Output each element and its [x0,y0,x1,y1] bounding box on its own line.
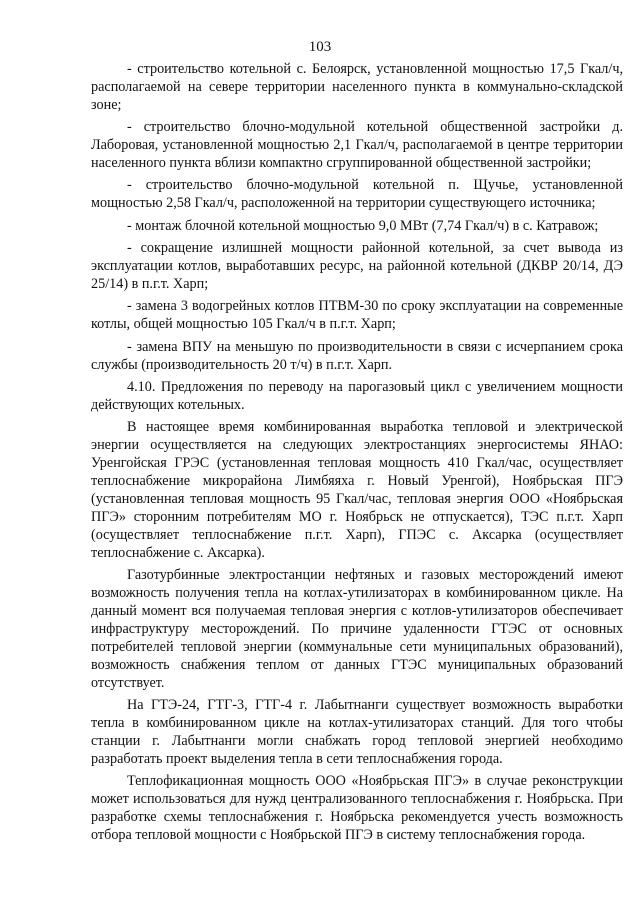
list-item-boiler-shchuchye: - строительство блочно-модульной котельной п. Щучье, установленной мощностью 2,58 Гкал/ч, расположенной на территории существующего источника; [91,177,623,212]
list-item-vpu-replacement-harp: - замена ВПУ на меньшую по производительности в связи с исчерпанием срока службы (производительность 20 т/ч) в п.г.т. Харп. [91,338,623,373]
paragraph-labytnangi: На ГТЭ-24, ГТГ-3, ГТГ-4 г. Лабытнанги существует возможность выработки тепла в комбинированном цикле на котлах-утилизаторах станций. Для того чтобы станции г. Лабытнанги могли снабжать город тепловой энергией необходимо разработать проект выделения тепла в сети теплоснабжения города. [91,696,623,767]
paragraph-noyabrsk-pge: Теплофикационная мощность ООО «Ноябрьская ПГЭ» в случае реконструкции может использоваться для нужд централизованного теплоснабжения г. Ноябрьска. При разработке схемы теплоснабжения г. Ноябрьска рекомендуется учесть возможность отбора тепловой мощности с Ноябрьской ПГЭ в систему теплоснабжения города. [91,773,623,843]
page-number: 103 [308,39,332,55]
list-item-boiler-laborovaya: - строительство блочно-модульной котельной общественной застройки д. Лаборовая, установленной мощностью 2,1 Гкал/ч, располагаемой в центре территории населенного пункта вблизи компактно сгруппированной общественной застройки; [91,119,623,172]
list-item-capacity-reduction-harp: - сокращение излишней мощности районной котельной, за счет вывода из эксплуатации котлов, выработавших ресурс, на районной котельной (ДКВР 20/14, ДЭ 25/14) в п.г.т. Харп; [91,240,623,292]
paragraph-gas-turbine-plants: Газотурбинные электростанции нефтяных и газовых месторождений имеют возможность получения тепла на котлах-утилизаторах в комбинированном цикле. На данный момент вся получаемая тепловая энергия с котлов-утилизаторов обеспечивает инфраструктуру месторождений. По причине удаленности ГТЭС от основных потребителей тепловой энергии (коммунальные сети муниципальных образований), возможность снабжения теплом от данных ГТЭС муниципальных образований отсутствует. [91,567,623,691]
section-heading-4-10: 4.10. Предложения по переводу на парогазовый цикл с увеличением мощности действующих котельных. [91,379,623,413]
text-body [91,61,623,849]
list-item-boiler-katravozh: - монтаж блочной котельной мощностью 9,0 МВт (7,74 Гкал/ч) в с. Катравож; [127,217,599,234]
list-item-boiler-beloyarsk: - строительство котельной с. Белоярск, установленной мощностью 17,5 Гкал/ч, располагаемой на севере территории населенного пункта в коммунально-складской зоне; [91,61,623,113]
paragraph-combined-generation: В настоящее время комбинированная выработка тепловой и электрической энергии осуществляется на следующих электростанциях энергосистемы ЯНАО: Уренгойская ГРЭС (установленная тепловая мощность 410 Гкал/час, осуществляет теплоснабжение микрорайона Лимбяяха г. Новый Уренгой), Ноябрьская ПГЭ (установленная тепловая мощность 95 Гкал/час, тепловая энергия ООО «Ноябрьская ПГЭ» сторонним потребителям МО г. Ноябрьск не отпускается), ТЭС п.г.т. Харп (осуществляет теплоснабжение п.г.т. Харп), ГПЭС с. Аксарка (осуществляет теплоснабжение с. Аксарка). [91,419,623,561]
list-item-boiler-replacement-harp: - замена 3 водогрейных котлов ПТВМ-30 по сроку эксплуатации на современные котлы, общей мощностью 105 Гкал/ч в п.г.т. Харп; [91,298,623,333]
